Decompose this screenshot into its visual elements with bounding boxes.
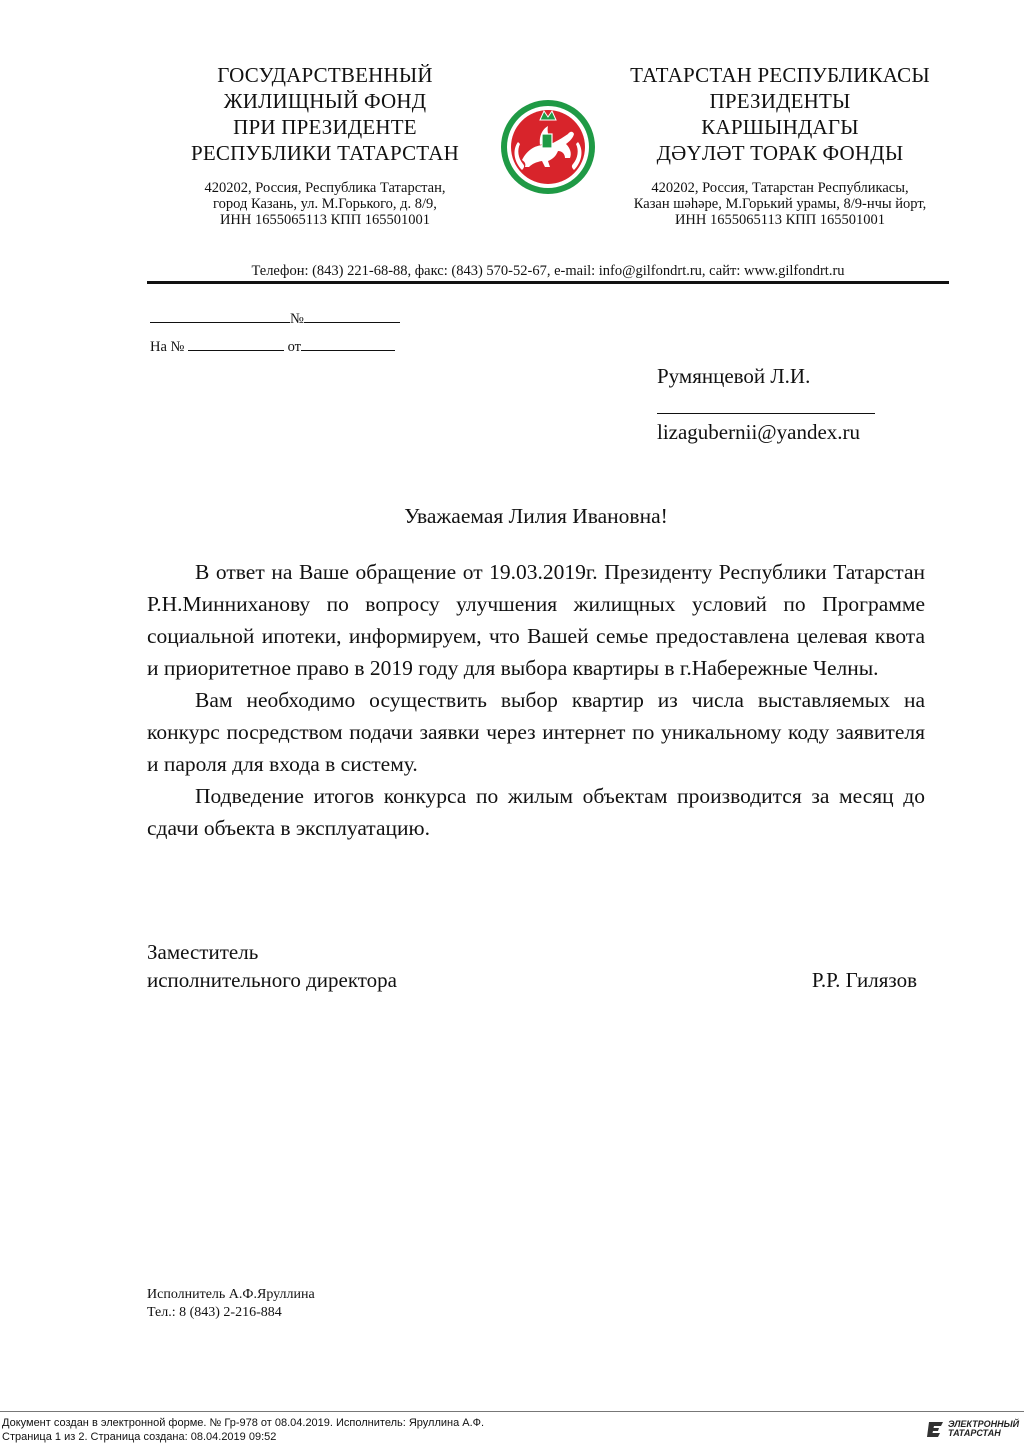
executor-block	[147, 1286, 315, 1322]
letterhead-divider	[147, 281, 949, 284]
footer-line: Страница 1 из 2. Страница создана: 08.04.2019 09:52	[2, 1431, 277, 1443]
electronic-tatarstan-logo	[926, 1418, 1018, 1440]
tatarstan-emblem-icon	[498, 98, 598, 196]
reply-number-blank	[188, 337, 284, 351]
org-name-line: ТАТАРСТАН РЕСПУБЛИКАСЫ	[630, 63, 930, 87]
org-name-line: КАРШЫНДАГЫ	[701, 115, 859, 139]
org-name-line: РЕСПУБЛИКИ ТАТАРСТАН	[190, 141, 460, 165]
signer-position-line: исполнительного директора	[147, 968, 398, 992]
outgoing-number-blank	[304, 309, 400, 323]
logo-text-line: ЭЛЕКТРОННЫЙ	[948, 1419, 1020, 1429]
body-paragraph: В ответ на Ваше обращение от 19.03.2019г. Президенту Республики Татарстан Р.Н.Минниханову по вопросу улучшения жилищных условий по Программе социальной ипотеки, информируем, что Вашей семье предоставлена целевая квота и приоритетное право в 2019 году для выбора квартиры в г.Набережные Челны.	[147, 560, 925, 680]
addressee-address-blank	[657, 413, 875, 414]
greeting: Уважаемая Лилия Ивановна!	[404, 504, 668, 528]
org-name-line: ГОСУДАРСТВЕННЫЙ	[217, 63, 433, 87]
body-paragraph: Вам необходимо осуществить выбор квартир из числа выставляемых на конкурс посредством подачи заявки через интернет по уникальному коду заявителя и пароля для входа в систему.	[147, 688, 925, 776]
electronic-tatarstan-icon	[926, 1419, 946, 1439]
letter-body	[147, 556, 925, 844]
address-line: ИНН 1655065113 КПП 165501001	[219, 212, 431, 228]
logo-text-line: ТАТАРСТАН	[948, 1428, 1001, 1438]
reply-date-blank	[301, 337, 395, 351]
org-name-line: ДӘҮЛӘТ ТОРАК ФОНДЫ	[656, 141, 904, 165]
signer-position-line: Заместитель	[147, 940, 259, 964]
document-footer	[2, 1416, 484, 1444]
org-name-line: ПРИ ПРЕЗИДЕНТЕ	[233, 115, 417, 139]
executor-name: Исполнитель А.Ф.Яруллина	[147, 1287, 315, 1302]
addressee-email: lizagubernii@yandex.ru	[657, 420, 861, 444]
signature-block	[147, 938, 917, 994]
footer-divider	[0, 1411, 1024, 1412]
from-label: от	[287, 339, 302, 355]
reply-reference-row	[150, 337, 395, 355]
org-name-line: ПРЕЗИДЕНТЫ	[709, 89, 851, 113]
address-line: Казан шәһәре, М.Горький урамы, 8/9-нчы йорт,	[633, 196, 927, 212]
executor-phone: Тел.: 8 (843) 2-216-884	[147, 1305, 282, 1320]
address-line: ИНН 1655065113 КПП 165501001	[674, 212, 886, 228]
outgoing-date-blank	[150, 309, 290, 323]
body-paragraph: Подведение итогов конкурса по жилым объектам производится за месяц до сдачи объекта в эксплуатацию.	[147, 784, 925, 840]
address-tatar	[600, 180, 960, 228]
contacts-line: Телефон: (843) 221-68-88, факс: (843) 570-52-67, e-mail: info@gilfondrt.ru, сайт: www.gilfondrt.ru	[251, 263, 845, 279]
signer-name: Р.Р. Гилязов	[811, 968, 917, 992]
logo-text	[948, 1420, 1019, 1438]
address-line: 420202, Россия, Республика Татарстан,	[204, 180, 446, 196]
number-label: №	[290, 311, 304, 327]
org-name-tatar	[600, 62, 960, 166]
address-line: 420202, Россия, Татарстан Республикасы,	[651, 180, 909, 196]
org-name-russian	[160, 62, 490, 166]
org-name-line: ЖИЛИЩНЫЙ ФОНД	[223, 89, 427, 113]
reply-label: На №	[150, 339, 185, 355]
footer-line: Документ создан в электронной форме. № Гр-978 от 08.04.2019. Исполнитель: Яруллина А.Ф.	[2, 1417, 485, 1429]
outgoing-number-row	[150, 309, 400, 327]
addressee-name: Румянцевой Л.И.	[657, 364, 811, 388]
address-line: город Казань, ул. М.Горького, д. 8/9,	[213, 196, 437, 212]
address-russian	[160, 180, 490, 228]
